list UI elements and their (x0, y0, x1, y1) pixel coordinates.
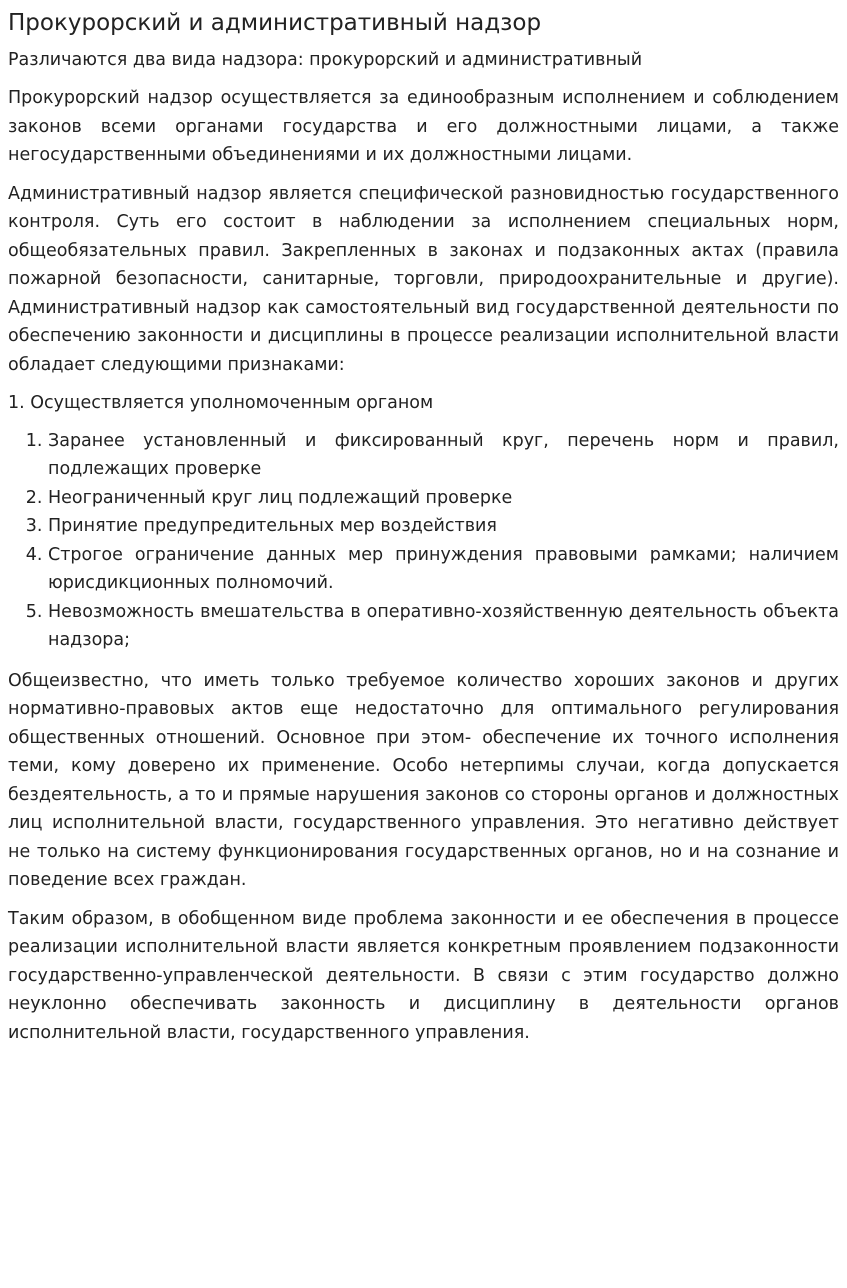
paragraph-administrative-supervision: Административный надзор является специфической разновидностью государственного контроля. Суть его состоит в наблюдении за исполнением специальных норм, общеобязательных правил. Закрепленных в законах и подзаконных актах (правила пожарной безопасности, санитарные, торговли, природоохранительные и другие). Административный надзор как самостоятельный вид государственной деятельности по обеспечению законности и дисциплины в процессе реализации исполнительной власти обладает следующими признаками: (8, 183, 839, 375)
list-item: 5. Невозможность вмешательства в оперативно-хозяйственную деятельность объекта надзора; (48, 598, 839, 655)
paragraph-conclusion: Таким образом, в обобщенном виде проблема законности и ее обеспечения в процессе реализации исполнительной власти является конкретным проявлением подзаконности государственно-управленческой деятельности. В связи с этим государство должно неуклонно обеспечивать законность и дисциплину в деятельности органов исполнительной власти, государственного управления. (8, 908, 839, 1043)
list-lead-item: 1. Осуществляется уполномоченным органом (8, 393, 434, 413)
intro-line: Различаются два вида надзора: прокурорский и административный (8, 50, 643, 70)
paragraph-laws-enforcement: Общеизвестно, что иметь только требуемое количество хороших законов и других нормативно-правовых актов еще недостаточно для оптимального регулирования общественных отношений. Основное при этом- обеспечение их точного исполнения теми, кому доверено их применение. Особо нетерпимы случаи, когда допускается бездеятельность, а то и прямые нарушения законов со стороны органов и должностных лиц исполнительной власти, государственного управления. Это негативно действует не только на систему функционирования государственных органов, но и на сознание и поведение всех граждан. (8, 670, 839, 890)
features-list (8, 427, 839, 655)
page-title: Прокурорский и административный надзор (8, 10, 542, 36)
list-item: 2. Неограниченный круг лиц подлежащий проверке (48, 484, 839, 513)
list-item: 4. Строгое ограничение данных мер принуждения правовыми рамками; наличием юрисдикционных полномочий. (48, 541, 839, 598)
paragraph-prosecutorial-supervision: Прокурорский надзор осуществляется за единообразным исполнением и соблюдением законов всеми органами государства и его должностными лицами, а также негосударственными объединениями и их должностными лицами. (8, 88, 839, 165)
list-item: 3. Принятие предупредительных мер воздействия (48, 512, 839, 541)
list-item: 1. Заранее установленный и фиксированный круг, перечень норм и правил, подлежащих проверке (48, 427, 839, 484)
